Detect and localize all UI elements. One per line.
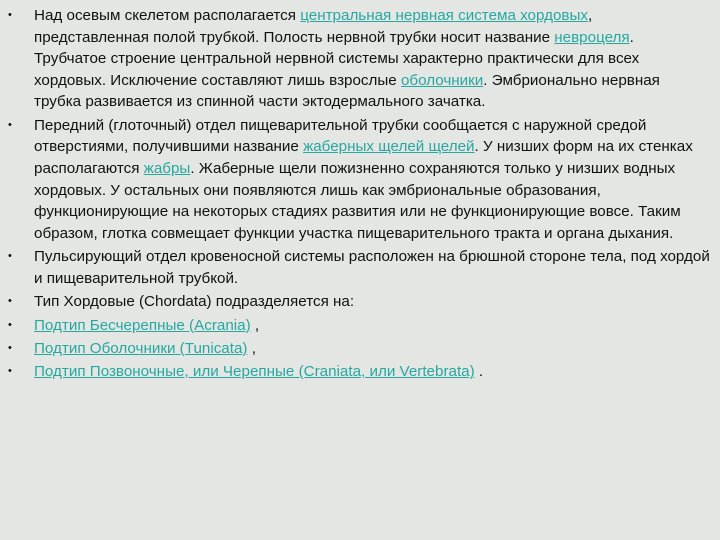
link-subphylum-tunicata[interactable]: Подтип Оболочники (Tunicata) xyxy=(34,339,248,357)
text-segment: Пульсирующий отдел кровеносной системы расположен на брюшной стороне тела, под хордой и пищеварительной трубкой. xyxy=(34,248,710,287)
bullet-item-circulatory xyxy=(0,246,720,289)
text-segment: , представленная полой трубкой. Полость нервной трубки носит название xyxy=(34,7,593,46)
text-segment: Тип Хордовые (Chordata) подразделяется на: xyxy=(34,293,355,311)
link-gill-slits[interactable]: жаберных щелей щелей xyxy=(303,138,475,156)
bullet-item-chordata-type xyxy=(0,291,720,313)
text-segment: Передний (глоточный) отдел пищеварительной трубки сообщается с наружной средой отверстиями, получившими название xyxy=(34,116,647,156)
bullet-item-pharynx xyxy=(0,115,720,245)
link-subphylum-acrania[interactable]: Подтип Бесчерепные (Acrania) xyxy=(34,316,251,334)
bullet-icon: • xyxy=(8,295,12,308)
text-segment: Над осевым скелетом располагается xyxy=(34,7,301,24)
bullet-item-tunicata xyxy=(0,338,720,360)
bullet-icon: • xyxy=(8,318,12,331)
bullet-icon: • xyxy=(8,365,12,378)
bullet-icon: • xyxy=(8,9,12,21)
text-segment: . Трубчатое строение центральной нервной системы характерно практически для всех хордовых. Исключение составляют лишь взрослые xyxy=(34,28,640,89)
bullet-icon: • xyxy=(8,250,12,263)
link-tunicates[interactable]: оболочники xyxy=(400,71,484,89)
link-gills[interactable]: жабры xyxy=(143,159,191,177)
bullet-icon: • xyxy=(8,118,12,131)
bullet-list xyxy=(0,5,720,385)
text-segment: , xyxy=(250,316,260,334)
bullet-icon: • xyxy=(8,341,12,354)
text-segment: . У низших форм на их стенках располагаются xyxy=(34,138,693,177)
text-segment: . Жаберные щели пожизненно сохраняются только у низших водных хордовых. У остальных они появляются лишь как эмбриональные образования, функционирующие на некоторых стадиях развития или не функционирующие вовсе. Таким образом, глотка совмещает функции участка пищеварительного тракта и органа дыхания. xyxy=(34,159,681,242)
link-central-nervous-system[interactable]: центральная нервная система хордовых xyxy=(300,7,588,24)
text-segment: . Эмбрионально нервная трубка развивается из спинной части эктодермального зачатка. xyxy=(34,71,660,111)
text-segment: . xyxy=(474,363,484,381)
text-segment: , xyxy=(247,339,256,357)
bullet-item-vertebrata xyxy=(0,361,720,383)
bullet-item-acrania xyxy=(0,315,720,337)
link-subphylum-vertebrata[interactable]: Подтип Позвоночные, или Черепные (Craniata, или Vertebrata) xyxy=(34,363,475,381)
link-neurocoel[interactable]: невроцеля xyxy=(554,28,630,46)
bullet-item-nervous-system xyxy=(0,5,720,113)
